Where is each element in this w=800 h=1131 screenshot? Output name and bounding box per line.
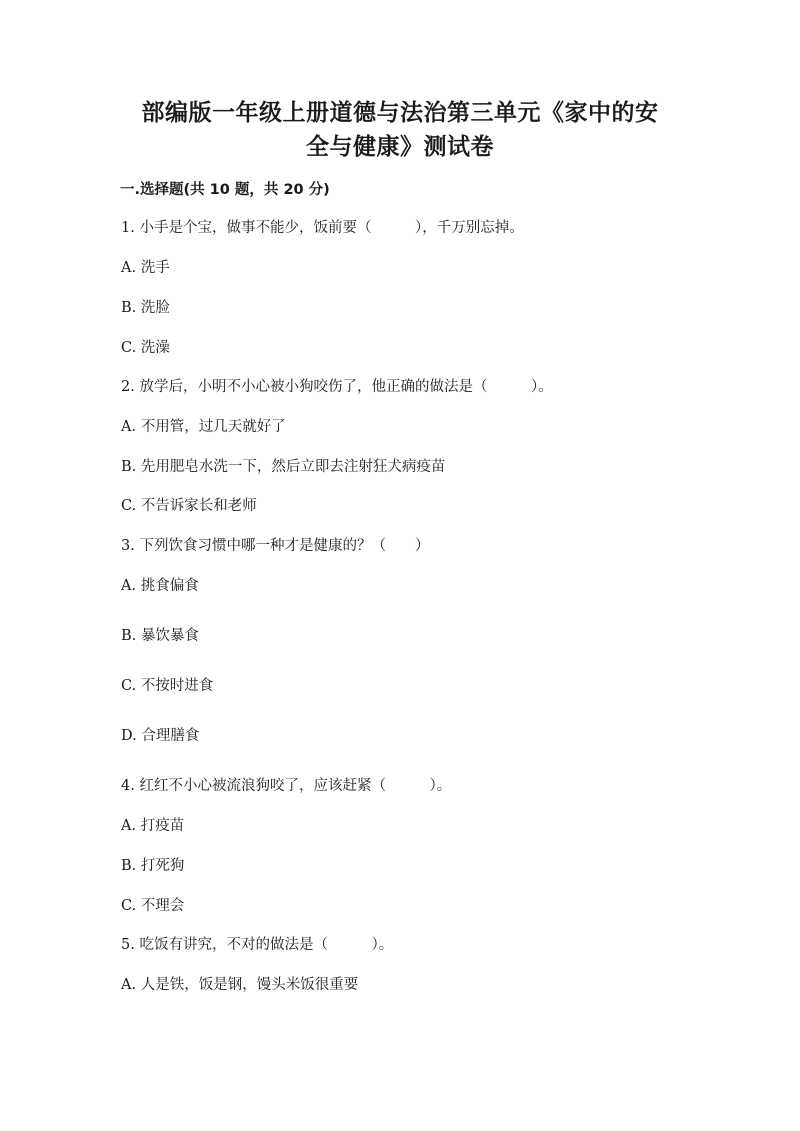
question-2-option-b: B. 先用肥皂水洗一下，然后立即去注射狂犬病疫苗	[121, 459, 446, 475]
question-3-option-d: D. 合理膳食	[121, 728, 200, 744]
question-2-option-c: C. 不告诉家长和老师	[121, 498, 257, 514]
question-4-option-b: B. 打死狗	[121, 858, 185, 874]
question-2-option-a: A. 不用管，过几天就好了	[121, 419, 286, 435]
document-title-line-2: 全与健康》测试卷	[306, 134, 494, 160]
question-3-option-b: B. 暴饮暴食	[121, 628, 199, 644]
question-5-option-a: A. 人是铁，饭是钢，馒头米饭很重要	[121, 977, 359, 993]
question-4-option-c: C. 不理会	[121, 898, 185, 914]
section-heading: 一.选择题(共 10 题，共 20 分)	[120, 182, 330, 198]
question-1-stem: 1. 小手是个宝，做事不能少，饭前要（ ），千万别忘掉。	[121, 220, 524, 236]
question-3-option-a: A. 挑食偏食	[121, 578, 199, 594]
document-title-line-1: 部编版一年级上册道德与法治第三单元《家中的安	[141, 100, 659, 126]
question-5-stem: 5. 吃饭有讲究，不对的做法是（ ）。	[121, 937, 394, 953]
question-4-stem: 4. 红红不小心被流浪狗咬了，应该赶紧（ ）。	[121, 778, 452, 794]
question-1-option-a: A. 洗手	[121, 260, 170, 276]
question-1-option-b: B. 洗脸	[121, 300, 170, 316]
question-4-option-a: A. 打疫苗	[121, 818, 185, 834]
question-2-stem: 2. 放学后，小明不小心被小狗咬伤了，他正确的做法是（ ）。	[121, 379, 553, 395]
question-3-option-c: C. 不按时进食	[121, 678, 214, 694]
question-3-stem: 3. 下列饮食习惯中哪一种才是健康的？（ ）	[121, 538, 430, 554]
question-1-option-c: C. 洗澡	[121, 340, 170, 356]
